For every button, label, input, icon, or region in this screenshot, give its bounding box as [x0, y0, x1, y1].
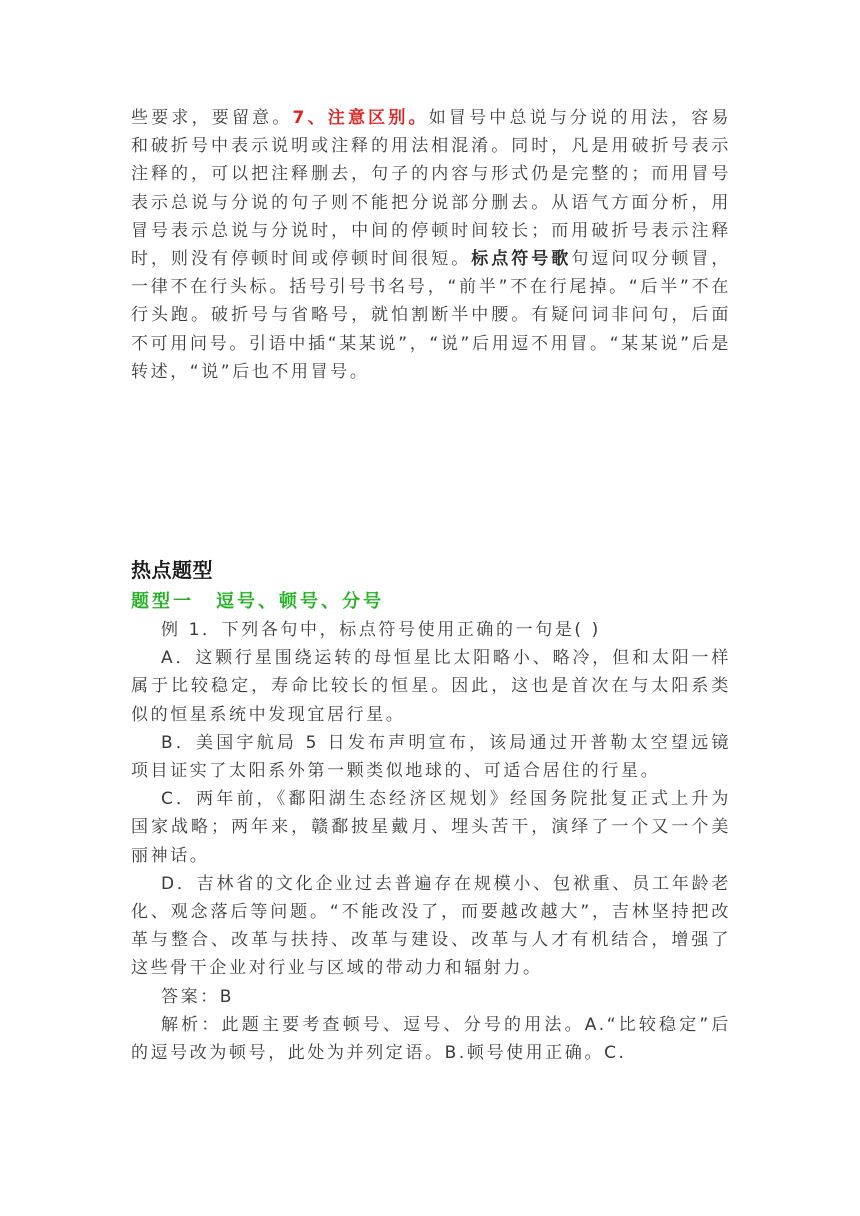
punctuation-song-heading: 标点符号歌	[471, 249, 572, 270]
analysis-text: 解析：此题主要考查顿号、逗号、分号的用法。A.“比较稳定”后的逗号改为顿号，此处为并列定语。B.顿号使用正确。C.	[131, 1014, 731, 1064]
option-d: D．吉林省的文化企业过去普遍存在规模小、包袱重、员工年龄老化、观念落后等问题。“不能改没了，而要越改越大”，吉林坚持把改革与整合、改革与扶持、改革与建设、改革与人才有机结合，增强了这些骨干企业对行业与区域的带动力和辐射力。	[131, 873, 731, 979]
answer-line: 答案：B	[161, 986, 235, 1007]
intro-text-1: 些要求，要留意。	[131, 108, 293, 128]
option-c: C．两年前，《鄱阳湖生态经济区规划》经国务院批复正式上升为国家战略；两年来，赣鄱披星戴月、埋头苦干，演绎了一个又一个美丽神话。	[131, 789, 731, 866]
question-stem: 例 1．下列各句中，标点符号使用正确的一句是( )	[161, 620, 601, 640]
hot-topics-section	[131, 556, 731, 1067]
intro-text-2: 如冒号中总说与分说的用法，容易和破折号中表示说明或注释的用法相混淆。同时，凡是用破折号表示注释的，可以把注释删去，句子的内容与形式仍是完整的；而用冒号表示总说与分说的句子则不能把分说部分删去。从语气方面分析，用冒号表示总说与分说时，中间的停顿时间较长；而用破折号表示注释时，则没有停顿时间或停顿时间很短。	[131, 108, 732, 270]
subtitle-type: 题型一	[131, 591, 194, 612]
intro-text-3: 句逗问叹分顿冒，一律不在行头标。括号引号书名号，“前半”不在行尾掉。“后半”不在行头跑。破折号与省略号，就怕割断半中腰。有疑问词非问句，后面不可用问号。引语中插“某某说”，“说”后用逗不用冒。“某某说”后是转述，“说”后也不用冒号。	[131, 249, 732, 382]
intro-block	[131, 104, 731, 386]
intro-paragraph	[131, 104, 731, 386]
section-subtitle	[131, 588, 731, 616]
section-title: 热点题型	[131, 558, 213, 582]
note-difference-heading: 7、注意区别。	[292, 108, 429, 128]
subtitle-topic: 逗号、顿号、分号	[216, 591, 384, 612]
option-b: B．美国宇航局 5 日发布声明宣布，该局通过开普勒太空望远镜项目证实了太阳系外第一颗类似地球的、可适合居住的行星。	[131, 732, 731, 782]
option-a: A．这颗行星围绕运转的母恒星比太阳略小、略冷，但和太阳一样属于比较稳定，寿命比较长的恒星。因此，这也是首次在与太阳系类似的恒星系统中发现宜居行星。	[131, 648, 731, 725]
